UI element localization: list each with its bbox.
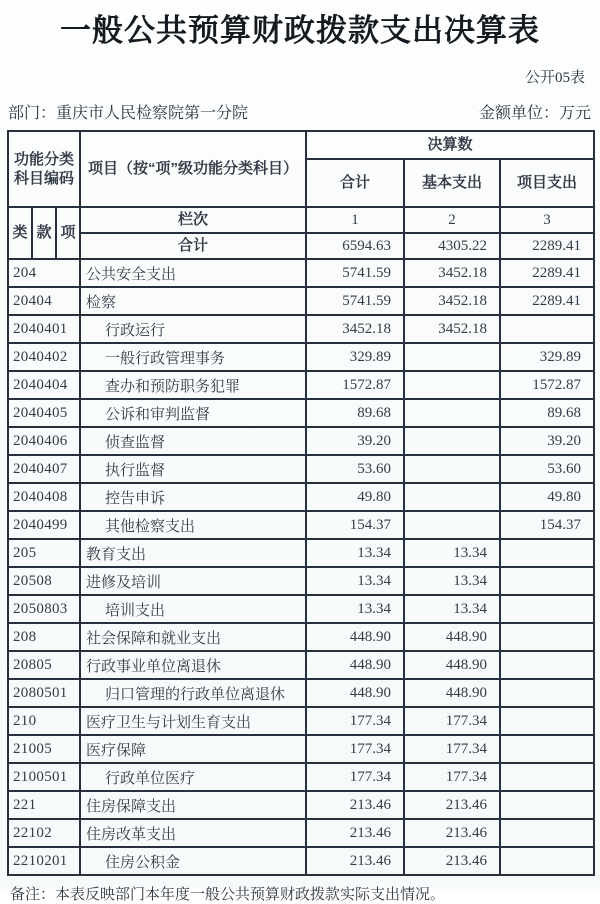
total-cell: 177.34 [306, 735, 404, 763]
project-cell [500, 623, 594, 651]
table-row [8, 315, 594, 343]
code-sub-kuan: 款 [32, 207, 56, 259]
project-cell [500, 847, 594, 875]
basic-cell: 13.34 [404, 539, 500, 567]
table-row [8, 651, 594, 679]
table-row [8, 819, 594, 847]
total-cell: 13.34 [306, 595, 404, 623]
basic-cell: 177.34 [404, 707, 500, 735]
grand-total-row [8, 233, 594, 259]
basic-cell: 213.46 [404, 791, 500, 819]
basic-cell: 213.46 [404, 847, 500, 875]
basic-cell: 13.34 [404, 595, 500, 623]
total-cell: 448.90 [306, 623, 404, 651]
code-cell: 2040499 [8, 511, 80, 539]
total-cell: 448.90 [306, 651, 404, 679]
code-cell: 2040405 [8, 399, 80, 427]
project-cell [500, 735, 594, 763]
code-cell: 2040402 [8, 343, 80, 371]
project-cell [500, 707, 594, 735]
item-cell: 检察 [80, 287, 306, 315]
item-cell: 查办和预防职务犯罪 [80, 371, 306, 399]
item-cell: 其他检察支出 [80, 511, 306, 539]
item-cell: 归口管理的行政单位离退休 [80, 679, 306, 707]
total-cell: 154.37 [306, 511, 404, 539]
basic-cell: 3452.18 [404, 259, 500, 287]
table-row [8, 371, 594, 399]
col-header-basic: 基本支出 [404, 159, 500, 207]
project-cell [500, 819, 594, 847]
project-cell: 39.20 [500, 427, 594, 455]
table-row [8, 511, 594, 539]
code-cell: 22102 [8, 819, 80, 847]
table-row [8, 427, 594, 455]
code-cell: 20404 [8, 287, 80, 315]
item-cell: 公共安全支出 [80, 259, 306, 287]
item-cell: 医疗卫生与计划生育支出 [80, 707, 306, 735]
project-cell: 2289.41 [500, 287, 594, 315]
code-cell: 2040404 [8, 371, 80, 399]
table-row [8, 735, 594, 763]
total-cell: 177.34 [306, 763, 404, 791]
total-cell: 448.90 [306, 679, 404, 707]
unit-label: 金额单位：万元 [478, 105, 591, 122]
table-row [8, 791, 594, 819]
code-sub-lei: 类 [8, 207, 32, 259]
page-title: 一般公共预算财政拨款支出决算表 [60, 13, 540, 48]
item-cell: 住房保障支出 [80, 791, 306, 819]
total-cell: 5741.59 [306, 287, 404, 315]
code-cell: 210 [8, 707, 80, 735]
item-cell: 行政事业单位离退休 [80, 651, 306, 679]
project-cell: 1572.87 [500, 371, 594, 399]
budget-table [7, 130, 595, 876]
item-cell: 住房公积金 [80, 847, 306, 875]
rank-value-1: 1 [306, 207, 404, 233]
col-header-item: 项目（按“项”级功能分类科目） [80, 131, 306, 207]
item-cell: 行政运行 [80, 315, 306, 343]
table-row [8, 287, 594, 315]
code-cell: 205 [8, 539, 80, 567]
table-row [8, 595, 594, 623]
total-cell: 13.34 [306, 539, 404, 567]
code-cell: 20805 [8, 651, 80, 679]
basic-cell: 448.90 [404, 651, 500, 679]
table-row [8, 847, 594, 875]
rank-value-3: 3 [500, 207, 594, 233]
table-row [8, 259, 594, 287]
item-cell: 执行监督 [80, 455, 306, 483]
basic-cell: 448.90 [404, 623, 500, 651]
table-row [8, 483, 594, 511]
col-header-final: 决算数 [306, 131, 594, 159]
project-cell: 49.80 [500, 483, 594, 511]
code-cell: 208 [8, 623, 80, 651]
table-row [8, 455, 594, 483]
basic-cell: 3452.18 [404, 287, 500, 315]
basic-cell [404, 511, 500, 539]
table-row [8, 399, 594, 427]
total-cell: 213.46 [306, 847, 404, 875]
total-cell: 13.34 [306, 567, 404, 595]
code-cell: 21005 [8, 735, 80, 763]
code-cell: 2040408 [8, 483, 80, 511]
project-cell: 2289.41 [500, 259, 594, 287]
grand-total-label: 合计 [80, 233, 306, 259]
code-cell: 2040406 [8, 427, 80, 455]
basic-cell: 448.90 [404, 679, 500, 707]
total-cell: 1572.87 [306, 371, 404, 399]
basic-cell [404, 427, 500, 455]
col-header-project: 项目支出 [500, 159, 594, 207]
basic-cell [404, 399, 500, 427]
col-header-code: 功能分类科目编码 [8, 131, 80, 207]
item-cell: 公诉和审判监督 [80, 399, 306, 427]
table-number: 公开05表 [524, 70, 585, 86]
project-cell [500, 315, 594, 343]
total-cell: 3452.18 [306, 315, 404, 343]
basic-cell: 177.34 [404, 735, 500, 763]
total-cell: 5741.59 [306, 259, 404, 287]
project-cell [500, 539, 594, 567]
item-cell: 进修及培训 [80, 567, 306, 595]
project-cell [500, 651, 594, 679]
project-cell: 329.89 [500, 343, 594, 371]
code-cell: 2040407 [8, 455, 80, 483]
project-cell [500, 567, 594, 595]
total-cell: 39.20 [306, 427, 404, 455]
rank-value-2: 2 [404, 207, 500, 233]
basic-cell [404, 371, 500, 399]
code-cell: 2080501 [8, 679, 80, 707]
table-row [8, 343, 594, 371]
table-row [8, 763, 594, 791]
project-cell: 154.37 [500, 511, 594, 539]
table-row [8, 567, 594, 595]
item-cell: 培训支出 [80, 595, 306, 623]
code-cell: 2050803 [8, 595, 80, 623]
col-header-total: 合计 [306, 159, 404, 207]
item-cell: 侦查监督 [80, 427, 306, 455]
code-cell: 204 [8, 259, 80, 287]
basic-cell: 13.34 [404, 567, 500, 595]
meta-line [0, 87, 600, 130]
rank-row [8, 207, 594, 233]
total-cell: 329.89 [306, 343, 404, 371]
basic-cell: 177.34 [404, 763, 500, 791]
project-cell [500, 791, 594, 819]
header-row-1 [8, 131, 594, 159]
item-cell: 一般行政管理事务 [80, 343, 306, 371]
table-row [8, 679, 594, 707]
total-cell: 213.46 [306, 819, 404, 847]
basic-cell: 213.46 [404, 819, 500, 847]
department-label: 部门：重庆市人民检察院第一分院 [8, 105, 249, 122]
basic-cell [404, 455, 500, 483]
item-cell: 社会保障和就业支出 [80, 623, 306, 651]
project-cell: 89.68 [500, 399, 594, 427]
total-cell: 89.68 [306, 399, 404, 427]
item-cell: 医疗保障 [80, 735, 306, 763]
code-cell: 2040401 [8, 315, 80, 343]
project-cell [500, 763, 594, 791]
basic-cell [404, 343, 500, 371]
footnote: 备注：本表反映部门本年度一般公共预算财政拨款实际支出情况。 [10, 887, 446, 903]
code-sub-xiang: 项 [56, 207, 80, 259]
code-cell: 2100501 [8, 763, 80, 791]
table-row [8, 623, 594, 651]
rank-label: 栏次 [80, 207, 306, 233]
table-row [8, 707, 594, 735]
item-cell: 住房改革支出 [80, 819, 306, 847]
total-cell: 213.46 [306, 791, 404, 819]
item-cell: 教育支出 [80, 539, 306, 567]
project-cell: 53.60 [500, 455, 594, 483]
grand-total-basic: 4305.22 [404, 233, 500, 259]
code-cell: 20508 [8, 567, 80, 595]
total-cell: 49.80 [306, 483, 404, 511]
grand-total-project: 2289.41 [500, 233, 594, 259]
total-cell: 177.34 [306, 707, 404, 735]
project-cell [500, 679, 594, 707]
basic-cell [404, 483, 500, 511]
code-cell: 2210201 [8, 847, 80, 875]
item-cell: 控告申诉 [80, 483, 306, 511]
total-cell: 53.60 [306, 455, 404, 483]
project-cell [500, 595, 594, 623]
item-cell: 行政单位医疗 [80, 763, 306, 791]
table-row [8, 539, 594, 567]
grand-total-sum: 6594.63 [306, 233, 404, 259]
basic-cell: 3452.18 [404, 315, 500, 343]
code-cell: 221 [8, 791, 80, 819]
